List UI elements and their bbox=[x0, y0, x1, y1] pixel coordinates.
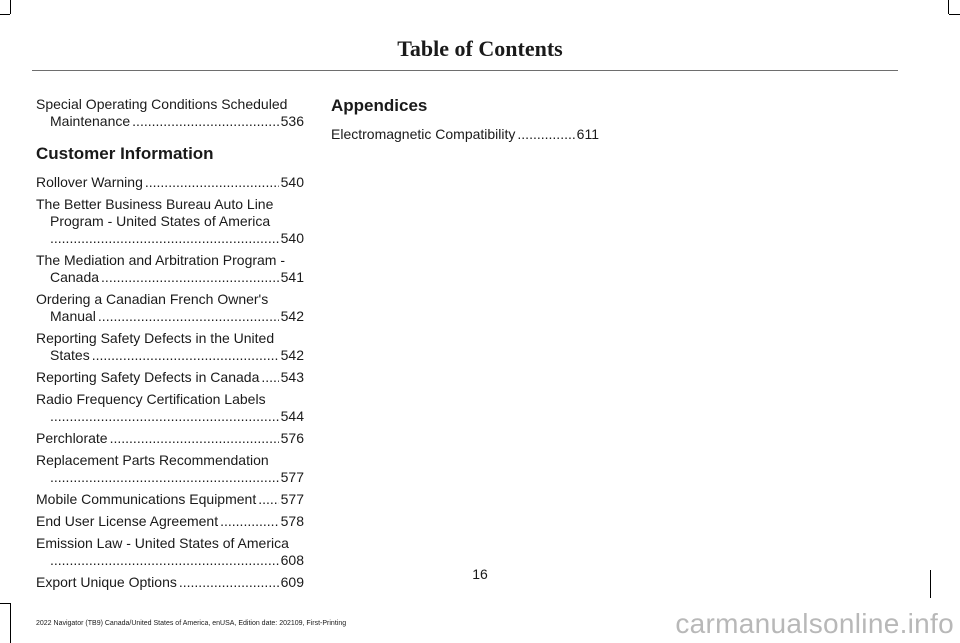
dot-leader bbox=[50, 469, 279, 486]
toc-entry-page: 609 bbox=[280, 574, 304, 590]
page-number: 16 bbox=[472, 566, 488, 582]
toc-entry-title: Reporting Safety Defects in the United bbox=[36, 330, 275, 346]
toc-entry[interactable] bbox=[36, 252, 304, 286]
toc-entry-title: Perchlorate bbox=[36, 430, 108, 446]
toc-entry[interactable] bbox=[36, 513, 304, 530]
dot-leader bbox=[261, 369, 278, 386]
dot-leader bbox=[98, 308, 279, 325]
dot-leader bbox=[50, 230, 279, 247]
toc-entry-title: The Better Business Bureau Auto Line bbox=[36, 196, 274, 212]
toc-entry[interactable] bbox=[36, 330, 304, 364]
crop-mark-top-right-horizontal bbox=[949, 14, 960, 15]
toc-entry-title-continued: Program - United States of America bbox=[50, 213, 271, 229]
toc-entry[interactable] bbox=[36, 535, 304, 569]
toc-entry[interactable] bbox=[36, 369, 304, 386]
toc-entry-title: Emission Law - United States of America bbox=[36, 535, 289, 551]
toc-entry-title: Radio Frequency Certification Labels bbox=[36, 391, 266, 407]
watermark: carmanualsonline.info bbox=[675, 608, 954, 639]
toc-entry[interactable] bbox=[36, 174, 304, 191]
toc-entry-title: End User License Agreement bbox=[36, 513, 219, 529]
toc-entry-title: Replacement Parts Recommendation bbox=[36, 452, 269, 468]
toc-entry-list bbox=[331, 126, 599, 143]
dot-leader bbox=[258, 491, 278, 508]
toc-entry-page: 540 bbox=[280, 230, 304, 246]
page-title: Table of Contents bbox=[397, 36, 563, 61]
toc-entry-title: The Mediation and Arbitration Program - bbox=[36, 252, 286, 268]
toc-entry-page: 536 bbox=[280, 113, 304, 129]
toc-entry-title: Reporting Safety Defects in Canada bbox=[36, 369, 260, 385]
dot-leader bbox=[110, 430, 279, 447]
crop-mark-top-left-horizontal bbox=[0, 14, 10, 15]
toc-entry-page: 542 bbox=[280, 308, 304, 324]
toc-right-column bbox=[331, 96, 599, 148]
toc-entry-title-continued: Manual bbox=[50, 308, 96, 324]
toc-entry-title: Export Unique Options bbox=[36, 574, 177, 590]
toc-entry[interactable] bbox=[36, 391, 304, 425]
toc-entry-title-continued: States bbox=[50, 347, 90, 363]
toc-entry-page: 577 bbox=[280, 469, 304, 485]
toc-entry-title-continued: Canada bbox=[50, 269, 100, 285]
toc-entry[interactable] bbox=[36, 196, 304, 247]
crop-mark-top-right-vertical bbox=[948, 0, 949, 14]
toc-entry-page: 611 bbox=[576, 126, 599, 142]
toc-entry-page: 542 bbox=[280, 347, 304, 363]
toc-entry-page: 541 bbox=[280, 269, 304, 285]
toc-entry[interactable] bbox=[36, 491, 304, 508]
crop-mark-bottom-left-horizontal bbox=[0, 603, 10, 604]
crop-mark-top-left-vertical bbox=[10, 0, 11, 14]
toc-entry[interactable] bbox=[36, 452, 304, 486]
toc-entry-page: 540 bbox=[280, 174, 304, 190]
dot-leader bbox=[50, 408, 279, 425]
toc-entry-page: 576 bbox=[280, 430, 304, 446]
dot-leader bbox=[132, 113, 278, 130]
section-heading-customer-information: Customer Information bbox=[36, 144, 214, 163]
toc-left-column bbox=[36, 96, 304, 596]
dot-leader bbox=[92, 347, 279, 364]
toc-entry[interactable] bbox=[331, 126, 599, 143]
toc-entry-title: Special Operating Conditions Scheduled bbox=[36, 96, 288, 112]
toc-entry[interactable] bbox=[36, 291, 304, 325]
toc-entry-page: 544 bbox=[280, 408, 304, 424]
dot-leader bbox=[220, 513, 279, 530]
toc-entry-page: 578 bbox=[280, 513, 304, 529]
dot-leader bbox=[517, 126, 574, 143]
toc-entry-page: 543 bbox=[280, 369, 304, 385]
section-heading-appendices: Appendices bbox=[331, 96, 428, 115]
toc-entry-title: Electromagnetic Compatibility bbox=[331, 126, 516, 142]
footer-edition-info: 2022 Navigator (TB9) Canada/United States of America, enUSA, Edition date: 202109, First-Printing bbox=[36, 620, 347, 627]
toc-entry[interactable] bbox=[36, 96, 304, 130]
header-divider bbox=[32, 70, 898, 71]
toc-entry-title: Ordering a Canadian French Owner's bbox=[36, 291, 269, 307]
toc-entry-title: Rollover Warning bbox=[36, 174, 143, 190]
toc-entry[interactable] bbox=[36, 430, 304, 447]
toc-entry-title: Mobile Communications Equipment bbox=[36, 491, 257, 507]
toc-entry-title-continued: Maintenance bbox=[50, 113, 131, 129]
toc-entry-page: 577 bbox=[280, 491, 304, 507]
crop-mark-bottom-left-vertical bbox=[10, 603, 11, 643]
dot-leader bbox=[145, 174, 279, 191]
dot-leader bbox=[101, 269, 279, 286]
toc-entry-list bbox=[36, 174, 304, 591]
toc-entry-page: 608 bbox=[280, 552, 304, 568]
